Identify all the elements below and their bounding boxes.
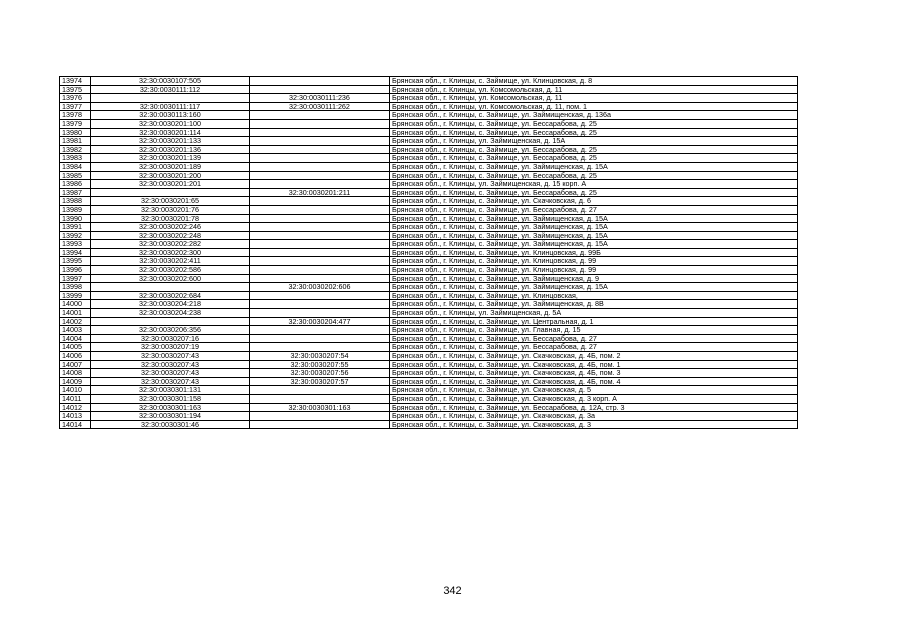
address-cell: Брянская обл., г. Клинцы, с. Займище, ул. Займищенская, д. 15А xyxy=(390,223,798,232)
parent-cadastral-number-cell xyxy=(250,85,390,94)
cadastral-number-cell: 32:30:0030202:282 xyxy=(91,240,250,249)
parent-cadastral-number-cell xyxy=(250,137,390,146)
row-number-cell: 13983 xyxy=(60,154,91,163)
address-cell: Брянская обл., г. Клинцы, с. Займище, ул. Клинцовская, д. 99 xyxy=(390,266,798,275)
cadastral-number-cell: 32:30:0030201:139 xyxy=(91,154,250,163)
parent-cadastral-number-cell xyxy=(250,291,390,300)
table-row xyxy=(60,352,798,361)
address-cell: Брянская обл., г. Клинцы, с. Займище, ул. Скачковская, д. 4Б, пом. 4 xyxy=(390,377,798,386)
address-cell: Брянская обл., г. Клинцы, с. Займище, ул. Займищенская, д. 15А xyxy=(390,240,798,249)
address-cell: Брянская обл., г. Клинцы, с. Займище, ул. Займищенская, д. 15А xyxy=(390,231,798,240)
table-row xyxy=(60,412,798,421)
parent-cadastral-number-cell xyxy=(250,326,390,335)
parent-cadastral-number-cell xyxy=(250,128,390,137)
address-cell: Брянская обл., г. Клинцы, с. Займище, ул. Скачковская, д. 3 корп. А xyxy=(390,394,798,403)
cadastral-number-cell: 32:30:0030201:65 xyxy=(91,197,250,206)
cadastral-number-cell: 32:30:0030111:117 xyxy=(91,102,250,111)
parent-cadastral-number-cell: 32:30:0030111:262 xyxy=(250,102,390,111)
row-number-cell: 14003 xyxy=(60,326,91,335)
row-number-cell: 14010 xyxy=(60,386,91,395)
row-number-cell: 13993 xyxy=(60,240,91,249)
cadastral-number-cell: 32:30:0030207:16 xyxy=(91,334,250,343)
row-number-cell: 14008 xyxy=(60,369,91,378)
parent-cadastral-number-cell xyxy=(250,180,390,189)
table-row xyxy=(60,137,798,146)
cadastral-number-cell: 32:30:0030201:133 xyxy=(91,137,250,146)
row-number-cell: 13977 xyxy=(60,102,91,111)
address-cell: Брянская обл., г. Клинцы, ул. Комсомольская, д. 11, пом. 1 xyxy=(390,102,798,111)
cadastral-number-cell: 32:30:0030204:238 xyxy=(91,309,250,318)
parent-cadastral-number-cell xyxy=(250,119,390,128)
row-number-cell: 14011 xyxy=(60,394,91,403)
cadastral-number-cell: 32:30:0030201:100 xyxy=(91,119,250,128)
table-row xyxy=(60,154,798,163)
table-row xyxy=(60,309,798,318)
parent-cadastral-number-cell xyxy=(250,334,390,343)
cadastral-number-cell: 32:30:0030201:76 xyxy=(91,205,250,214)
table-row xyxy=(60,85,798,94)
row-number-cell: 13975 xyxy=(60,85,91,94)
table-row xyxy=(60,94,798,103)
address-cell: Брянская обл., г. Клинцы, с. Займище, ул. Скачковская, д. 3а xyxy=(390,412,798,421)
row-number-cell: 13996 xyxy=(60,266,91,275)
table-row xyxy=(60,326,798,335)
row-number-cell: 13988 xyxy=(60,197,91,206)
address-cell: Брянская обл., г. Клинцы, с. Займище, ул. Бессарабова, д. 27 xyxy=(390,334,798,343)
table-row xyxy=(60,188,798,197)
table-row xyxy=(60,145,798,154)
address-cell: Брянская обл., г. Клинцы, с. Займище, ул. Займищенская, д. 8В xyxy=(390,300,798,309)
address-cell: Брянская обл., г. Клинцы, с. Займище, ул. Скачковская, д. 4Б, пом. 1 xyxy=(390,360,798,369)
parent-cadastral-number-cell xyxy=(250,223,390,232)
row-number-cell: 13984 xyxy=(60,162,91,171)
parent-cadastral-number-cell xyxy=(250,162,390,171)
row-number-cell: 14000 xyxy=(60,300,91,309)
row-number-cell: 13995 xyxy=(60,257,91,266)
parent-cadastral-number-cell xyxy=(250,197,390,206)
cadastral-number-cell: 32:30:0030204:218 xyxy=(91,300,250,309)
address-cell: Брянская обл., г. Клинцы, с. Займище, ул. Бессарабова, д. 25 xyxy=(390,188,798,197)
address-cell: Брянская обл., г. Клинцы, с. Займище, ул. Займищенская, д. 15А xyxy=(390,162,798,171)
cadastral-number-cell xyxy=(91,94,250,103)
cadastral-number-cell: 32:30:0030202:600 xyxy=(91,274,250,283)
table-row xyxy=(60,102,798,111)
row-number-cell: 14014 xyxy=(60,420,91,429)
row-number-cell: 13978 xyxy=(60,111,91,120)
cadastral-number-cell: 32:30:0030202:300 xyxy=(91,248,250,257)
cadastral-number-cell: 32:30:0030201:189 xyxy=(91,162,250,171)
address-cell: Брянская обл., г. Клинцы, с. Займище, ул. Клинцовская, д. 99Б xyxy=(390,248,798,257)
address-cell: Брянская обл., г. Клинцы, с. Займище, ул. Клинцовская, xyxy=(390,291,798,300)
row-number-cell: 14007 xyxy=(60,360,91,369)
address-cell: Брянская обл., г. Клинцы, с. Займище, ул. Бессарабова, д. 25 xyxy=(390,171,798,180)
parent-cadastral-number-cell: 32:30:0030207:56 xyxy=(250,369,390,378)
row-number-cell: 13989 xyxy=(60,205,91,214)
address-cell: Брянская обл., г. Клинцы, ул. Займищенская, д. 15А xyxy=(390,137,798,146)
row-number-cell: 13992 xyxy=(60,231,91,240)
row-number-cell: 13987 xyxy=(60,188,91,197)
row-number-cell: 13999 xyxy=(60,291,91,300)
cadastral-number-cell: 32:30:0030201:114 xyxy=(91,128,250,137)
address-cell: Брянская обл., г. Клинцы, с. Займище, ул. Бессарабова, д. 25 xyxy=(390,119,798,128)
parent-cadastral-number-cell: 32:30:0030201:211 xyxy=(250,188,390,197)
parent-cadastral-number-cell xyxy=(250,231,390,240)
address-cell: Брянская обл., г. Клинцы, с. Займище, ул. Бессарабова, д. 25 xyxy=(390,154,798,163)
table-row xyxy=(60,162,798,171)
page-number: 342 xyxy=(443,585,462,597)
parent-cadastral-number-cell xyxy=(250,77,390,86)
table-row xyxy=(60,231,798,240)
parent-cadastral-number-cell xyxy=(250,171,390,180)
address-cell: Брянская обл., г. Клинцы, с. Займище, ул. Займищенская, д. 15А xyxy=(390,214,798,223)
cadastral-number-cell: 32:30:0030201:78 xyxy=(91,214,250,223)
cadastral-number-cell: 32:30:0030207:43 xyxy=(91,369,250,378)
parent-cadastral-number-cell: 32:30:0030207:55 xyxy=(250,360,390,369)
row-number-cell: 13981 xyxy=(60,137,91,146)
address-cell: Брянская обл., г. Клинцы, с. Займище, ул. Главная, д. 15 xyxy=(390,326,798,335)
table-row xyxy=(60,403,798,412)
parent-cadastral-number-cell xyxy=(250,154,390,163)
parent-cadastral-number-cell xyxy=(250,145,390,154)
parent-cadastral-number-cell xyxy=(250,111,390,120)
cadastral-number-cell: 32:30:0030202:684 xyxy=(91,291,250,300)
row-number-cell: 14009 xyxy=(60,377,91,386)
parent-cadastral-number-cell xyxy=(250,394,390,403)
cadastral-number-cell: 32:30:0030301:158 xyxy=(91,394,250,403)
table-row xyxy=(60,240,798,249)
cadastral-number-cell: 32:30:0030301:131 xyxy=(91,386,250,395)
cadastral-number-cell xyxy=(91,283,250,292)
row-number-cell: 13985 xyxy=(60,171,91,180)
address-cell: Брянская обл., г. Клинцы, с. Займище, ул. Бессарабова, д. 12А, стр. 3 xyxy=(390,403,798,412)
address-cell: Брянская обл., г. Клинцы, с. Займище, ул. Займищенская, д. 136а xyxy=(390,111,798,120)
cadastral-number-cell: 32:30:0030301:194 xyxy=(91,412,250,421)
cadastral-number-cell: 32:30:0030201:200 xyxy=(91,171,250,180)
cadastral-number-cell xyxy=(91,317,250,326)
row-number-cell: 13990 xyxy=(60,214,91,223)
address-cell: Брянская обл., г. Клинцы, ул. Комсомольская, д. 11 xyxy=(390,94,798,103)
cadastral-number-cell: 32:30:0030207:43 xyxy=(91,377,250,386)
parent-cadastral-number-cell: 32:30:0030207:54 xyxy=(250,352,390,361)
table-row xyxy=(60,205,798,214)
table-row xyxy=(60,369,798,378)
parent-cadastral-number-cell xyxy=(250,257,390,266)
table-row xyxy=(60,111,798,120)
cadastral-number-cell: 32:30:0030207:19 xyxy=(91,343,250,352)
row-number-cell: 14001 xyxy=(60,309,91,318)
table-row xyxy=(60,420,798,429)
cadastral-number-cell: 32:30:0030202:246 xyxy=(91,223,250,232)
cadastral-number-cell: 32:30:0030207:43 xyxy=(91,352,250,361)
parent-cadastral-number-cell xyxy=(250,343,390,352)
cadastral-number-cell: 32:30:0030202:411 xyxy=(91,257,250,266)
parent-cadastral-number-cell xyxy=(250,266,390,275)
cadastral-number-cell: 32:30:0030207:43 xyxy=(91,360,250,369)
address-cell: Брянская обл., г. Клинцы, с. Займище, ул. Клинцовская, д. 8 xyxy=(390,77,798,86)
table-row xyxy=(60,334,798,343)
cadastral-number-cell: 32:30:0030301:46 xyxy=(91,420,250,429)
table-row xyxy=(60,214,798,223)
parent-cadastral-number-cell xyxy=(250,412,390,421)
registry-table xyxy=(59,76,798,429)
cadastral-number-cell: 32:30:0030107:505 xyxy=(91,77,250,86)
table-row xyxy=(60,300,798,309)
cadastral-number-cell: 32:30:0030111:112 xyxy=(91,85,250,94)
registry-table-body xyxy=(60,77,798,429)
address-cell: Брянская обл., г. Клинцы, ул. Займищенская, д. 15 корп. А xyxy=(390,180,798,189)
row-number-cell: 13994 xyxy=(60,248,91,257)
cadastral-number-cell: 32:30:0030201:136 xyxy=(91,145,250,154)
parent-cadastral-number-cell xyxy=(250,420,390,429)
table-row xyxy=(60,266,798,275)
row-number-cell: 13997 xyxy=(60,274,91,283)
table-row xyxy=(60,386,798,395)
row-number-cell: 13986 xyxy=(60,180,91,189)
table-row xyxy=(60,283,798,292)
table-row xyxy=(60,119,798,128)
address-cell: Брянская обл., г. Клинцы, ул. Комсомольская, д. 11 xyxy=(390,85,798,94)
row-number-cell: 13982 xyxy=(60,145,91,154)
table-row xyxy=(60,360,798,369)
table-row xyxy=(60,394,798,403)
parent-cadastral-number-cell: 32:30:0030204:477 xyxy=(250,317,390,326)
address-cell: Брянская обл., г. Клинцы, с. Займище, ул. Скачковская, д. 3 xyxy=(390,420,798,429)
parent-cadastral-number-cell: 32:30:0030301:163 xyxy=(250,403,390,412)
parent-cadastral-number-cell xyxy=(250,386,390,395)
parent-cadastral-number-cell: 32:30:0030207:57 xyxy=(250,377,390,386)
cadastral-number-cell: 32:30:0030201:201 xyxy=(91,180,250,189)
address-cell: Брянская обл., г. Клинцы, с. Займище, ул. Бессарабова, д. 27 xyxy=(390,205,798,214)
parent-cadastral-number-cell xyxy=(250,240,390,249)
row-number-cell: 13991 xyxy=(60,223,91,232)
cadastral-number-cell: 32:30:0030113:160 xyxy=(91,111,250,120)
row-number-cell: 14012 xyxy=(60,403,91,412)
table-row xyxy=(60,180,798,189)
parent-cadastral-number-cell xyxy=(250,274,390,283)
table-row xyxy=(60,343,798,352)
address-cell: Брянская обл., г. Клинцы, с. Займище, ул. Займищенская, д. 15А xyxy=(390,283,798,292)
row-number-cell: 14004 xyxy=(60,334,91,343)
row-number-cell: 14005 xyxy=(60,343,91,352)
address-cell: Брянская обл., г. Клинцы, с. Займище, ул. Скачковская, д. 5 xyxy=(390,386,798,395)
table-row xyxy=(60,197,798,206)
row-number-cell: 14002 xyxy=(60,317,91,326)
parent-cadastral-number-cell xyxy=(250,309,390,318)
address-cell: Брянская обл., г. Клинцы, с. Займище, ул. Центральная, д. 1 xyxy=(390,317,798,326)
table-row xyxy=(60,257,798,266)
parent-cadastral-number-cell: 32:30:0030111:236 xyxy=(250,94,390,103)
cadastral-number-cell: 32:30:0030202:248 xyxy=(91,231,250,240)
parent-cadastral-number-cell xyxy=(250,205,390,214)
table-row xyxy=(60,291,798,300)
cadastral-number-cell xyxy=(91,188,250,197)
table-row xyxy=(60,317,798,326)
address-cell: Брянская обл., г. Клинцы, с. Займище, ул. Скачковская, д. 6 xyxy=(390,197,798,206)
address-cell: Брянская обл., г. Клинцы, с. Займище, ул. Клинцовская, д. 99 xyxy=(390,257,798,266)
address-cell: Брянская обл., г. Клинцы, с. Займище, ул. Скачковская, д. 4Б, пом. 2 xyxy=(390,352,798,361)
address-cell: Брянская обл., г. Клинцы, с. Займище, ул. Бессарабова, д. 27 xyxy=(390,343,798,352)
cadastral-number-cell: 32:30:0030301:163 xyxy=(91,403,250,412)
parent-cadastral-number-cell xyxy=(250,214,390,223)
row-number-cell: 13976 xyxy=(60,94,91,103)
row-number-cell: 13979 xyxy=(60,119,91,128)
row-number-cell: 13998 xyxy=(60,283,91,292)
address-cell: Брянская обл., г. Клинцы, с. Займище, ул. Скачковская, д. 4Б, пом. 3 xyxy=(390,369,798,378)
address-cell: Брянская обл., г. Клинцы, с. Займище, ул. Бессарабова, д. 25 xyxy=(390,145,798,154)
table-row xyxy=(60,128,798,137)
parent-cadastral-number-cell xyxy=(250,300,390,309)
table-row xyxy=(60,77,798,86)
table-row xyxy=(60,171,798,180)
table-row xyxy=(60,223,798,232)
address-cell: Брянская обл., г. Клинцы, ул. Займищенская, д. 5А xyxy=(390,309,798,318)
row-number-cell: 14013 xyxy=(60,412,91,421)
cadastral-number-cell: 32:30:0030202:586 xyxy=(91,266,250,275)
row-number-cell: 13974 xyxy=(60,77,91,86)
table-row xyxy=(60,274,798,283)
table-row xyxy=(60,248,798,257)
address-cell: Брянская обл., г. Клинцы, с. Займище, ул. Бессарабова, д. 25 xyxy=(390,128,798,137)
row-number-cell: 14006 xyxy=(60,352,91,361)
cadastral-number-cell: 32:30:0030206:356 xyxy=(91,326,250,335)
address-cell: Брянская обл., г. Клинцы, с. Займище, ул. Займищенская, д. 9 xyxy=(390,274,798,283)
table-row xyxy=(60,377,798,386)
row-number-cell: 13980 xyxy=(60,128,91,137)
parent-cadastral-number-cell xyxy=(250,248,390,257)
parent-cadastral-number-cell: 32:30:0030202:606 xyxy=(250,283,390,292)
